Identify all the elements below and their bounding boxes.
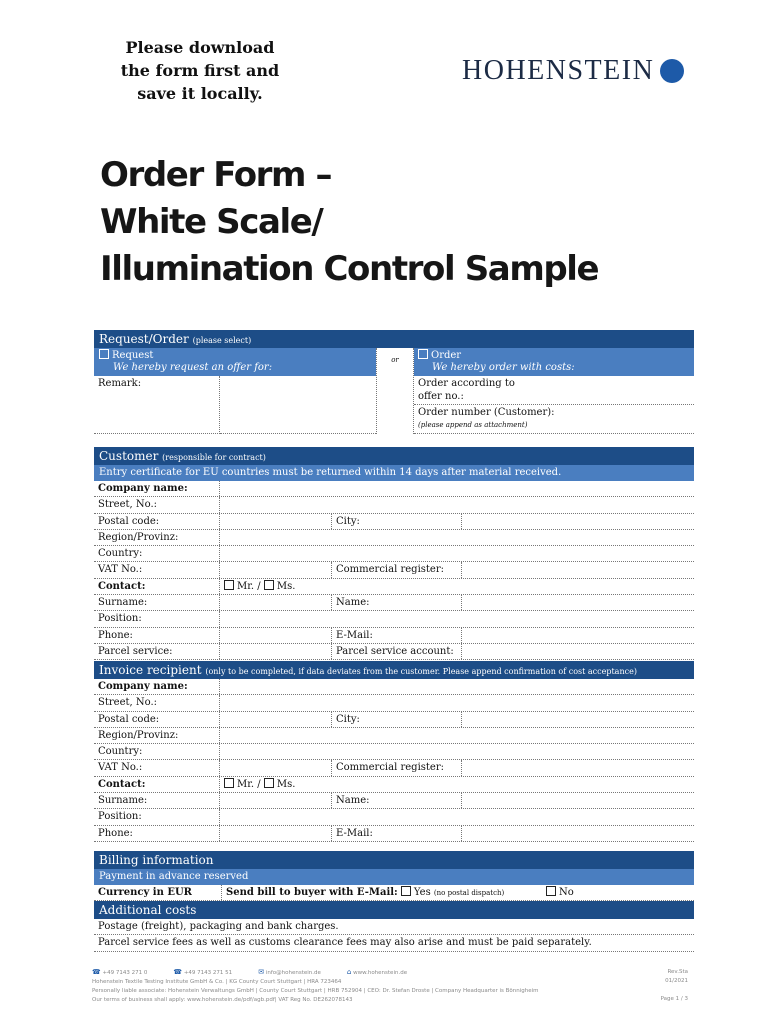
or-label: or (376, 348, 414, 434)
country-field[interactable] (220, 546, 694, 561)
ms-label: Ms. (276, 580, 296, 592)
parcel-account-label: Parcel service account: (332, 644, 462, 659)
mail-icon: ✉ (258, 968, 265, 976)
commercial-register-field[interactable] (462, 562, 694, 577)
surname-field[interactable] (220, 793, 332, 808)
surname-label: Surname: (94, 793, 220, 808)
form-row[interactable] (94, 728, 694, 744)
form-row[interactable] (94, 611, 694, 627)
hohenstein-logo (462, 54, 684, 88)
name-label: Name: (332, 595, 462, 610)
form-row[interactable] (94, 777, 694, 793)
yes-note: (no postal dispatch) (433, 889, 505, 897)
name-field[interactable] (462, 793, 694, 808)
order-according-line: Order according to (418, 378, 515, 389)
form-row[interactable] (94, 628, 694, 644)
customer-note: (responsible for contract) (162, 453, 266, 462)
mr-label: Mr. / (237, 580, 261, 592)
title-line: Order Form – (100, 155, 332, 195)
city-field[interactable] (462, 712, 694, 727)
company-name-label: Company name: (94, 679, 220, 694)
form-row[interactable] (94, 809, 694, 825)
customer-title: Customer (99, 449, 159, 463)
name-field[interactable] (462, 595, 694, 610)
footer-contact (92, 968, 692, 978)
email-field[interactable] (462, 826, 694, 841)
city-label: City: (332, 514, 462, 529)
form-row[interactable] (94, 679, 694, 695)
remark-field[interactable] (220, 376, 376, 434)
city-label: City: (332, 712, 462, 727)
form-row[interactable] (94, 712, 694, 728)
country-label: Country: (94, 546, 220, 561)
email-label: E-Mail: (332, 628, 462, 643)
footer-line: Personally liable associate: Hohenstein Verwaltungs GmbH | County Court Stuttgart | HRB 752904 | CEO: Dr. Stefan Droste | Company Headquarter is Bönnigheim (92, 988, 539, 994)
parcel-service-field[interactable] (220, 644, 332, 659)
postal-label: Postal code: (94, 712, 220, 727)
form-row[interactable] (94, 744, 694, 760)
download-note-line: the form first and (120, 61, 280, 80)
home-icon: ⌂ (346, 968, 352, 976)
commercial-register-label: Commercial register: (332, 562, 462, 577)
footer-line: Our terms of business shall apply: www.hohenstein.de/pdf/agb.pdf| VAT Reg No. DE262078143 (92, 997, 353, 1003)
invoice-section (94, 661, 694, 842)
surname-label: Surname: (94, 595, 220, 610)
form-row[interactable] (94, 595, 694, 611)
order-sub: We hereby order with costs: (432, 362, 575, 373)
additional-costs-line (94, 935, 694, 951)
phone-label: Phone: (94, 628, 220, 643)
country-label: Country: (94, 744, 220, 759)
order-checkbox[interactable] (418, 349, 428, 359)
send-bill-option (222, 885, 542, 900)
order-number-label: Order number (Customer): (418, 407, 555, 418)
footer-line: Hohenstein Textile Testing Institute GmbH & Co. | KG County Court Stuttgart | HRA 723464 (92, 979, 342, 985)
form-row[interactable] (94, 497, 694, 513)
commercial-register-label: Commercial register: (332, 760, 462, 775)
company-name-field[interactable] (220, 679, 694, 694)
no-label: No (559, 887, 574, 898)
ms-label: Ms. (276, 778, 296, 790)
invoice-note: (only to be completed, if data deviates from the customer. Please append confirmation of cost acceptance) (205, 667, 637, 676)
fax-icon: ☎ (173, 968, 183, 976)
additional-costs-header: Additional costs (94, 901, 694, 919)
request-order-section (94, 330, 694, 434)
contact-label: Contact: (94, 777, 220, 792)
title-line: Illumination Control Sample (100, 249, 599, 289)
customer-header (94, 447, 694, 465)
footer-date: 01/2021 (665, 978, 688, 984)
company-name-label: Company name: (94, 481, 220, 496)
country-field[interactable] (220, 744, 694, 759)
logo-dot-icon (660, 59, 684, 83)
additional-costs-section (94, 901, 694, 952)
footer-web[interactable]: www.hohenstein.de (353, 970, 408, 976)
city-field[interactable] (462, 514, 694, 529)
download-note (100, 36, 300, 105)
salutation-options (220, 777, 694, 792)
company-name-field[interactable] (220, 481, 694, 496)
no-checkbox[interactable] (546, 886, 556, 896)
footer-rev: Rev.Sta (667, 969, 688, 975)
postal-field[interactable] (220, 514, 332, 529)
additional-costs-text: Postage (freight), packaging and bank charges. (98, 921, 339, 932)
request-order-header (94, 330, 694, 348)
additional-costs-text: Parcel service fees as well as customs clearance fees may also arise and must be paid separately. (98, 937, 592, 949)
additional-costs-line (94, 919, 694, 935)
eu-certificate-note: Entry certificate for EU countries must be returned within 14 days after material received. (94, 465, 694, 481)
surname-field[interactable] (220, 595, 332, 610)
footer-phone: +49 7143 271 0 (102, 970, 148, 976)
remark-label: Remark: (94, 376, 220, 434)
send-bill-label: Send bill to buyer with E-Mail: (226, 887, 398, 898)
logo-text: HOHENSTEIN (462, 55, 655, 86)
street-label: Street, No.: (94, 695, 220, 710)
ms-checkbox[interactable] (264, 778, 274, 788)
phone-icon: ☎ (92, 968, 101, 976)
commercial-register-field[interactable] (462, 760, 694, 775)
vat-label: VAT No.: (94, 760, 220, 775)
page-title (100, 152, 700, 293)
phone-field[interactable] (220, 826, 332, 841)
position-field[interactable] (220, 809, 694, 824)
billing-sub: Payment in advance reserved (94, 869, 694, 885)
billing-section (94, 851, 694, 901)
request-order-title: Request/Order (99, 332, 189, 346)
email-field[interactable] (462, 628, 694, 643)
region-label: Region/Provinz: (94, 728, 220, 743)
salutation-options (220, 579, 694, 594)
no-option (542, 885, 574, 900)
footer-meta (661, 968, 688, 1004)
form-row[interactable] (94, 546, 694, 562)
vat-field[interactable] (220, 760, 332, 775)
parcel-account-field[interactable] (462, 644, 694, 659)
name-label: Name: (332, 793, 462, 808)
request-label: Request (112, 350, 154, 361)
footer-fax: +49 7143 271 51 (183, 970, 233, 976)
form-row[interactable] (94, 530, 694, 546)
download-note-line: save it locally. (137, 84, 263, 103)
phone-field[interactable] (220, 628, 332, 643)
request-order-note: (please select) (192, 336, 252, 345)
order-option[interactable] (414, 348, 694, 376)
currency-label: Currency in EUR (94, 885, 222, 900)
billing-row (94, 885, 694, 901)
order-according-line: offer no.: (418, 391, 464, 402)
billing-header: Billing information (94, 851, 694, 869)
region-field[interactable] (220, 728, 694, 743)
order-label: Order (431, 350, 462, 361)
footer-page: Page 1 / 3 (660, 996, 688, 1002)
street-field[interactable] (220, 695, 694, 710)
position-label: Position: (94, 809, 220, 824)
footer-email[interactable]: info@hohenstein.de (265, 970, 321, 976)
form-row[interactable] (94, 793, 694, 809)
vat-field[interactable] (220, 562, 332, 577)
street-label: Street, No.: (94, 497, 220, 512)
yes-label: Yes (413, 887, 431, 898)
position-label: Position: (94, 611, 220, 626)
form-row[interactable] (94, 562, 694, 578)
region-field[interactable] (220, 530, 694, 545)
postal-label: Postal code: (94, 514, 220, 529)
customer-section (94, 447, 694, 660)
request-sub: We hereby request an offer for: (113, 362, 273, 373)
form-row[interactable] (94, 644, 694, 660)
region-label: Region/Provinz: (94, 530, 220, 545)
request-order-grid (94, 348, 694, 434)
contact-label: Contact: (94, 579, 220, 594)
offer-number-row[interactable] (414, 376, 694, 405)
yes-checkbox[interactable] (401, 886, 411, 896)
invoice-header (94, 661, 694, 679)
mr-label: Mr. / (237, 778, 261, 790)
form-row[interactable] (94, 514, 694, 530)
street-field[interactable] (220, 497, 694, 512)
order-number-row[interactable] (414, 405, 694, 434)
invoice-title: Invoice recipient (99, 663, 202, 677)
form-row[interactable] (94, 826, 694, 842)
download-note-line: Please download (125, 38, 275, 57)
parcel-service-label: Parcel service: (94, 644, 220, 659)
position-field[interactable] (220, 611, 694, 626)
mr-checkbox[interactable] (224, 778, 234, 788)
request-checkbox[interactable] (99, 349, 109, 359)
vat-label: VAT No.: (94, 562, 220, 577)
page-footer (92, 968, 692, 1005)
form-row[interactable] (94, 760, 694, 776)
title-line: White Scale/ (100, 202, 323, 242)
form-row[interactable] (94, 579, 694, 595)
request-option[interactable] (94, 348, 376, 376)
form-row[interactable] (94, 695, 694, 711)
form-row[interactable] (94, 481, 694, 497)
order-number-note: (please append as attachment) (418, 421, 528, 429)
mr-checkbox[interactable] (224, 580, 234, 590)
phone-label: Phone: (94, 826, 220, 841)
postal-field[interactable] (220, 712, 332, 727)
email-label: E-Mail: (332, 826, 462, 841)
ms-checkbox[interactable] (264, 580, 274, 590)
